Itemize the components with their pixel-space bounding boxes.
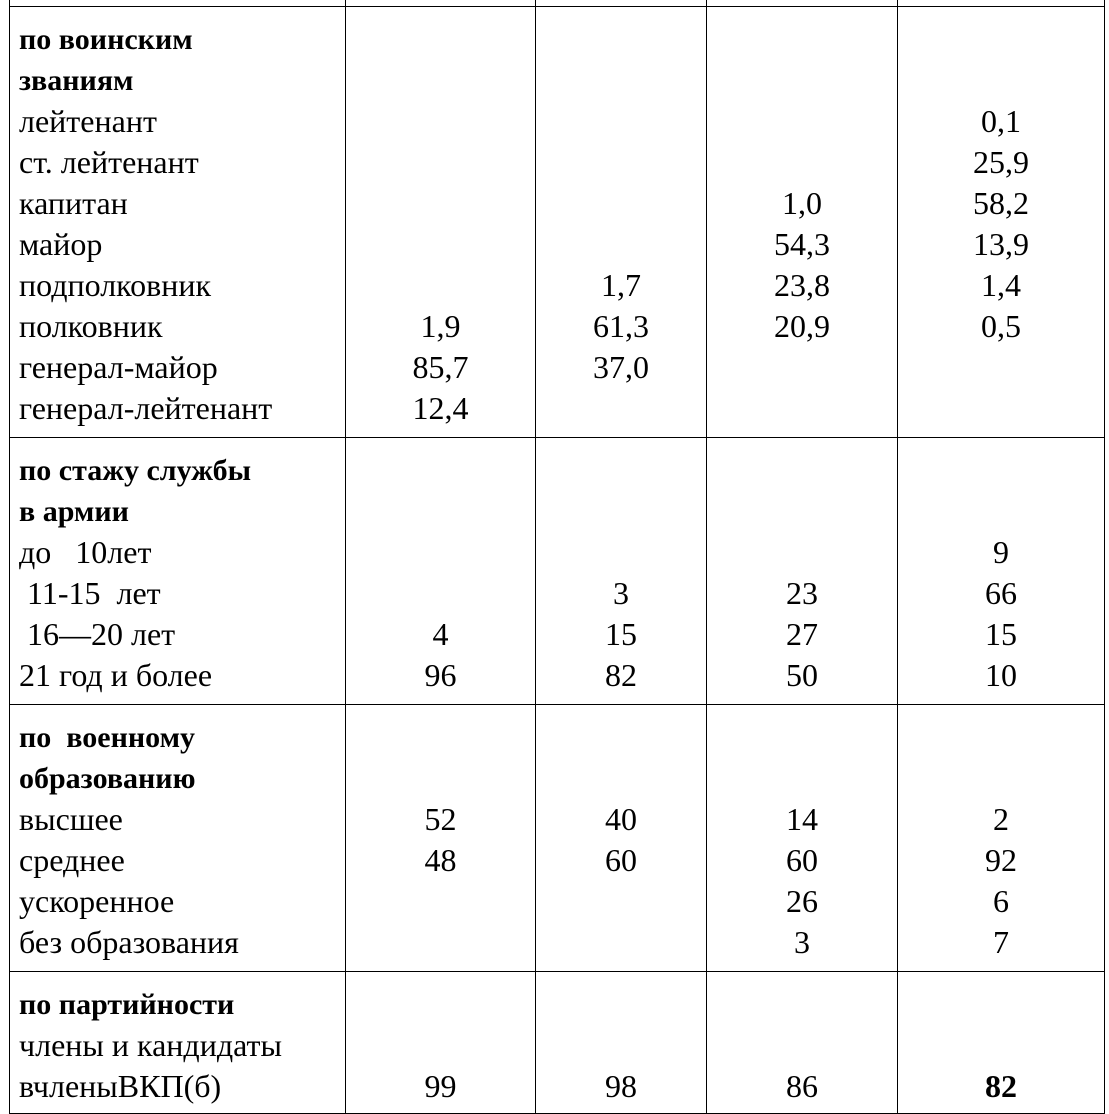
section-party-col-3	[707, 972, 898, 1114]
cell-value	[707, 347, 897, 388]
cell-value: 9	[993, 534, 1009, 570]
cell-value: 15	[985, 616, 1017, 652]
section-heading: образованию	[19, 762, 196, 795]
cell-value	[346, 922, 535, 963]
cell-value	[707, 532, 897, 573]
section-education-col-4	[898, 705, 1105, 972]
cell-value: 14	[786, 801, 818, 837]
section-ranks-col-3	[707, 7, 898, 438]
row-label: майор	[19, 226, 103, 262]
cell-value: 98	[605, 1068, 637, 1104]
cell-value: 23,8	[774, 267, 830, 303]
section-education-row	[10, 705, 1105, 972]
cell-value: 1,0	[782, 185, 822, 221]
cell-value: 92	[985, 842, 1017, 878]
cell-value: 12,4	[412, 390, 469, 426]
cell-value	[536, 922, 706, 963]
cell-value: 1,4	[981, 267, 1021, 303]
cell-value: 7	[993, 924, 1009, 960]
cell-value: 6	[993, 883, 1009, 919]
row-label: члены и кандидаты	[19, 1027, 282, 1063]
section-service-labels	[10, 438, 346, 705]
cell-value	[346, 881, 535, 922]
section-service-col-2	[536, 438, 707, 705]
cell-value: 13,9	[973, 226, 1029, 262]
row-label: подполковник	[19, 267, 211, 303]
cell-value	[707, 388, 897, 429]
cell-value	[346, 573, 535, 614]
cell-value	[707, 101, 897, 142]
row-label: высшее	[19, 801, 123, 837]
cell-value: 23	[786, 575, 818, 611]
section-party-col-1	[346, 972, 536, 1114]
cell-value	[346, 101, 535, 142]
cell-value: 66	[985, 575, 1017, 611]
row-label: 16—20 лет	[19, 616, 176, 652]
section-party-col-2	[536, 972, 707, 1114]
section-service-col-3	[707, 438, 898, 705]
section-heading: по военному	[19, 721, 196, 754]
cell-value: 60	[605, 842, 637, 878]
section-ranks-col-1	[346, 7, 536, 438]
section-heading: в армии	[19, 495, 129, 528]
cell-value: 1,9	[420, 308, 461, 344]
cell-value	[536, 101, 706, 142]
row-label: лейтенант	[19, 103, 157, 139]
cell-value: 99	[424, 1068, 457, 1104]
cell-value: 50	[786, 657, 818, 693]
cell-value: 82	[605, 657, 637, 693]
section-heading: по воинским	[19, 23, 193, 56]
cell-value: 20,9	[774, 308, 830, 344]
row-label: ст. лейтенант	[19, 144, 199, 180]
cell-value	[707, 142, 897, 183]
row-label: вчленыВКП(б)	[19, 1068, 222, 1104]
section-education-col-1	[346, 705, 536, 972]
cell-value: 25,9	[973, 144, 1029, 180]
cell-value: 15	[605, 616, 637, 652]
cell-value	[898, 347, 1104, 388]
cell-value: 86	[786, 1068, 818, 1104]
section-heading: по стажу службы	[19, 454, 251, 487]
row-label: генерал-лейтенант	[19, 390, 273, 426]
row-label: 21 год и более	[19, 657, 213, 693]
section-service-row	[10, 438, 1105, 705]
cell-value	[536, 881, 706, 922]
section-education-col-2	[536, 705, 707, 972]
cell-value	[536, 183, 706, 224]
section-party-col-4	[898, 972, 1105, 1114]
statistics-table	[9, 0, 1105, 1114]
cell-value: 0,5	[981, 308, 1021, 344]
cell-value: 61,3	[593, 308, 649, 344]
section-service-col-1	[346, 438, 536, 705]
row-label: ускоренное	[19, 883, 175, 919]
cell-value: 3	[794, 924, 810, 960]
cell-value: 0,1	[981, 103, 1021, 139]
section-ranks-col-4	[898, 7, 1105, 438]
cell-value: 40	[605, 801, 637, 837]
section-education-col-3	[707, 705, 898, 972]
cell-value: 85,7	[412, 349, 469, 385]
cell-value: 60	[786, 842, 818, 878]
cell-value: 26	[786, 883, 818, 919]
cell-value	[898, 388, 1104, 429]
cell-value	[536, 224, 706, 265]
row-label: полковник	[19, 308, 163, 344]
cell-value	[536, 532, 706, 573]
cell-value	[346, 224, 535, 265]
cell-value	[536, 142, 706, 183]
section-party-row	[10, 972, 1105, 1114]
cell-value: 10	[985, 657, 1017, 693]
section-ranks-row	[10, 7, 1105, 438]
cell-value: 1,7	[601, 267, 641, 303]
cell-value: 58,2	[973, 185, 1029, 221]
section-service-col-4	[898, 438, 1105, 705]
cell-value	[346, 142, 535, 183]
row-label: до 10лет	[19, 534, 152, 570]
cell-value	[346, 183, 535, 224]
section-ranks-col-2	[536, 7, 707, 438]
cell-value: 96	[424, 657, 457, 693]
cell-value: 37,0	[593, 349, 649, 385]
section-heading: по партийности	[19, 988, 235, 1021]
row-label: 11-15 лет	[19, 575, 161, 611]
row-label: среднее	[19, 842, 125, 878]
cell-value: 54,3	[774, 226, 830, 262]
cell-value: 4	[432, 616, 449, 652]
section-ranks-labels	[10, 7, 346, 438]
cell-value: 27	[786, 616, 818, 652]
cell-value	[346, 532, 535, 573]
row-label: генерал-майор	[19, 349, 218, 385]
cell-value: 52	[424, 801, 457, 837]
cell-value: 2	[993, 801, 1009, 837]
cell-value: 3	[613, 575, 629, 611]
cell-value	[346, 265, 535, 306]
section-heading: званиям	[19, 64, 134, 97]
section-party-labels	[10, 972, 346, 1114]
row-label: без образования	[19, 924, 239, 960]
section-education-labels	[10, 705, 346, 972]
cell-value	[536, 388, 706, 429]
cell-value: 82	[985, 1068, 1017, 1104]
row-label: капитан	[19, 185, 128, 221]
cell-value: 48	[424, 842, 457, 878]
